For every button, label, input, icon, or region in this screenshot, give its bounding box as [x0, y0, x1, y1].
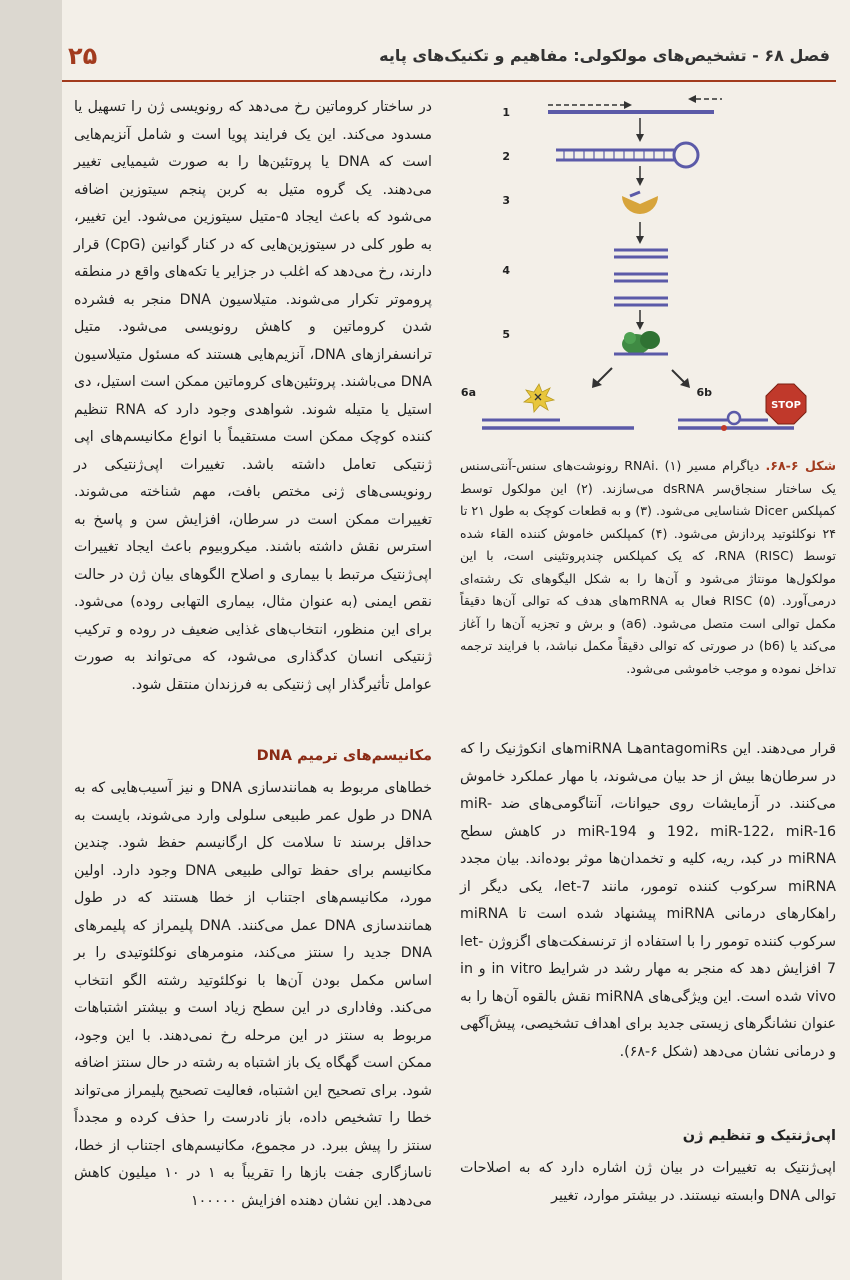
step-label-6b: 6b: [696, 386, 712, 399]
paragraph-epigenetics-definition: اپی‌ژنتیک به تغییرات در بیان ژن اشاره دارد که به اصلاحات توالی DNA وابسته نیستند. در بیشتر موارد، تغییر: [460, 1160, 836, 1204]
page-number: ۲۵: [68, 42, 98, 70]
step3-dicer: [622, 192, 658, 214]
page-margin-strip: [0, 0, 62, 1280]
step-label-6a: 6a: [460, 386, 476, 399]
step-label-4: 4: [502, 264, 510, 277]
figure-caption-text: دیاگرام مسیر RNAi. (۱) رونوشت‌های سنس-آنتی‌سنس یک ساختار سنجاق‌سر dsRNA می‌سازند. (۲) این مولکول توسط کمپلکس Dicer شناسایی می‌شود. (۳) و به قطعات کوچک به طول ۲۱ تا ۲۴ نوکلئوتید پردازش می‌شود. (۴) کمپلکس خاموش کننده القاء شده توسط RNA (RISC)، که یک کمپلکس چندپروتئینی است، با این مولکول‌ها مونتاژ می‌شود و آن‌ها را به شکل الیگوهای تک رشته‌ای درمی‌آورد. (۵) RISC فعال به mRNAهای هدف که توالی آن‌ها دقیقاً مکمل توالی است متصل می‌شود. (a6) و برش و تجزیه آن‌ها را آغاز می‌کند یا (b6) در صورتی که توالی دقیقاً مکمل نباشد، با فرایند ترجمه تداخل نموده و موجب خاموشی می‌شود.: [460, 458, 837, 676]
right-column-body: [74, 94, 432, 699]
step-label-3: 3: [502, 194, 510, 207]
step5-risc-complex: [614, 331, 668, 354]
figure-caption: [460, 455, 836, 680]
figure-caption-label: شکل ۶-۶۸.: [765, 458, 836, 473]
chapter-title: فصل ۶۸ - تشخیص‌های مولکولی: مفاهیم و تکنیک‌های پایه: [379, 46, 830, 65]
section-heading-epigenetics: اپی‌ژنتیک و تنظیم ژن: [682, 1128, 836, 1144]
page-header: [62, 38, 836, 82]
step1-transcripts: [548, 95, 722, 112]
step4-sirna-duplexes: [614, 250, 668, 305]
step2-hairpin-dsrna: [556, 143, 698, 167]
left-column-body: [460, 736, 836, 1066]
step-label-2: 2: [502, 150, 510, 163]
right-column-body-2: [74, 775, 432, 1215]
left-column-body-2: [460, 1155, 836, 1210]
section-heading-dna-repair: مکانیسم‌های ترمیم DNA: [256, 748, 432, 764]
paragraph-dna-repair: خطاهای مربوط به همانندسازی DNA و نیز آسیب‌هایی که به DNA در طول عمر طبیعی سلولی وارد می‌شوند، بایست به حداقل برسند تا سلامت کل ارگانیسم حفظ شود. چندین مکانیسم برای حفظ توالی طبیعی DNA وجود دارد. اولین مورد، مکانیسم‌های اجتناب از خطا هستند که در طول همانندسازی DNA عمل می‌کنند. DNA پلیمراز که پلیمرهای DNA جدید را سنتز می‌کند، منومرهای نوکلئوتیدی را بر اساس مکمل بودن آن‌ها با نوکلئوتید رشته الگو انتخاب می‌کند. وفاداری در این سطح زیاد است و بیشتر اشتباهات مربوط به سنتز در این مرحله رخ نمی‌دهند. با این وجود، ممکن است گهگاه یک باز اشتباه به رشته در حال سنتز اضافه شود. برای تصحیح این اشتباه، فعالیت تصحیح پلیمراز می‌تواند خطا را تشخیص داده، باز نادرست را حذف کرده و مجدداً سنتز را پیش ببرد. در مجموع، مکانیسم‌های اجتناب از خطا، ناسازگاری جفت بازها را تقریباً به ۱ در ۱۰ میلیون کاهش می‌دهد. این نشان دهنده افزایش ۱۰۰۰۰۰: [74, 780, 432, 1209]
step-label-1: 1: [502, 106, 510, 119]
paragraph-antagomirs: قرار می‌دهند. این antagomiRsهـا miRNAهای انکوژنیک را که در سرطان‌ها بیش از حد بیان می‌شوند، با مهار عملکرد خاموش می‌کنند. در آزمایشات روی حیوانات، آنتاگومی‌های ضد miR-192، miR-122، miR-16 و miR-194 در کاهش سطح miRNA در کبد، ریه، کلیه و تخمدان‌ها موثر بوده‌اند. بیان مجدد miRNA سرکوب کننده تومور، مانند let-7، یکی دیگر از راهکارهای درمانی miRNA پیشنهاد شده است تا miRNA سرکوب کننده تومور را با استفاده از ترنسفکت‌های اگزوژن let-7 افزایش دهد که منجر به مهار رشد در شرایط in vitro و in vivo شده است. این ویژگی‌های miRNA نقش بالقوه آن‌ها را به عنوان نشانگرهای زیستی جدید برای اهداف تشخیصی، پیش‌آگهی و درمانی نشان می‌دهد (شکل ۶-۶۸).: [460, 741, 837, 1060]
rnai-pathway-figure: [460, 92, 836, 437]
paragraph-epigenetics-intro: در ساختار کروماتین رخ می‌دهد که رونویسی ژن را تسهیل یا مسدود می‌کند. این یک فرایند پویا است و شامل آنزیم‌هایی است که DNA یا پروتئین‌ها را به صورت شیمیایی تغییر می‌دهند. یک گروه متیل به کربن پنجم سیتوزین اضافه می‌شود که باعث ایجاد ۵-متیل سیتوزین می‌شود. این تغییر، به طور کلی در سیتوزین‌هایی که در کنار گوانین (CpG) قرار دارند، رخ می‌دهد که اغلب در جزایر یا تکه‌های واقع در منطقه پروموتر تکرار می‌شوند. متیلاسیون DNA منجر به فشرده شدن کروماتین و کاهش رونویسی می‌شود. متیل ترانسفرازهای DNA، آنزیم‌هایی هستند که مسئول متیلاسیون DNA می‌باشند. پروتئین‌های کروماتین ممکن است استیل، دی استیل یا متیله شوند. شواهدی وجود دارد که RNA تنظیم کننده کوچک ممکن است مستقیماً با انواع مکانیسم‌های اپی ژنتیکی تعامل داشته باشد. تغییرات اپی‌ژنتیکی در رونویسی‌های ژنی مختص بافت، مهم شناخته می‌شوند. تغییرات ممکن است در سرطان، افزایش سن و پاسخ به استرس نقش داشته باشند. میکروبیوم باعث ایجاد تغییرات اپی‌ژنتیک مرتبط با بیماری و اصلاح الگوهای بیان ژن در حالت نقص ایمنی (به عنوان مثال، بیماری التهابی روده) می‌شود. برای این منظور، انتخاب‌های غذایی ضعیف در روده و ترکیب ژنتیکی انسان کدگذاری می‌شود، که می‌تواند به صورت عوامل تأثیرگذار اپی ژنتیکی به فرزندان منتقل شود.: [74, 99, 433, 693]
stop-sign-text: STOP: [771, 400, 801, 411]
rnai-diagram-svg: [460, 92, 836, 437]
step-label-5: 5: [502, 328, 510, 341]
step6a-mrna-cleavage: [482, 384, 634, 428]
